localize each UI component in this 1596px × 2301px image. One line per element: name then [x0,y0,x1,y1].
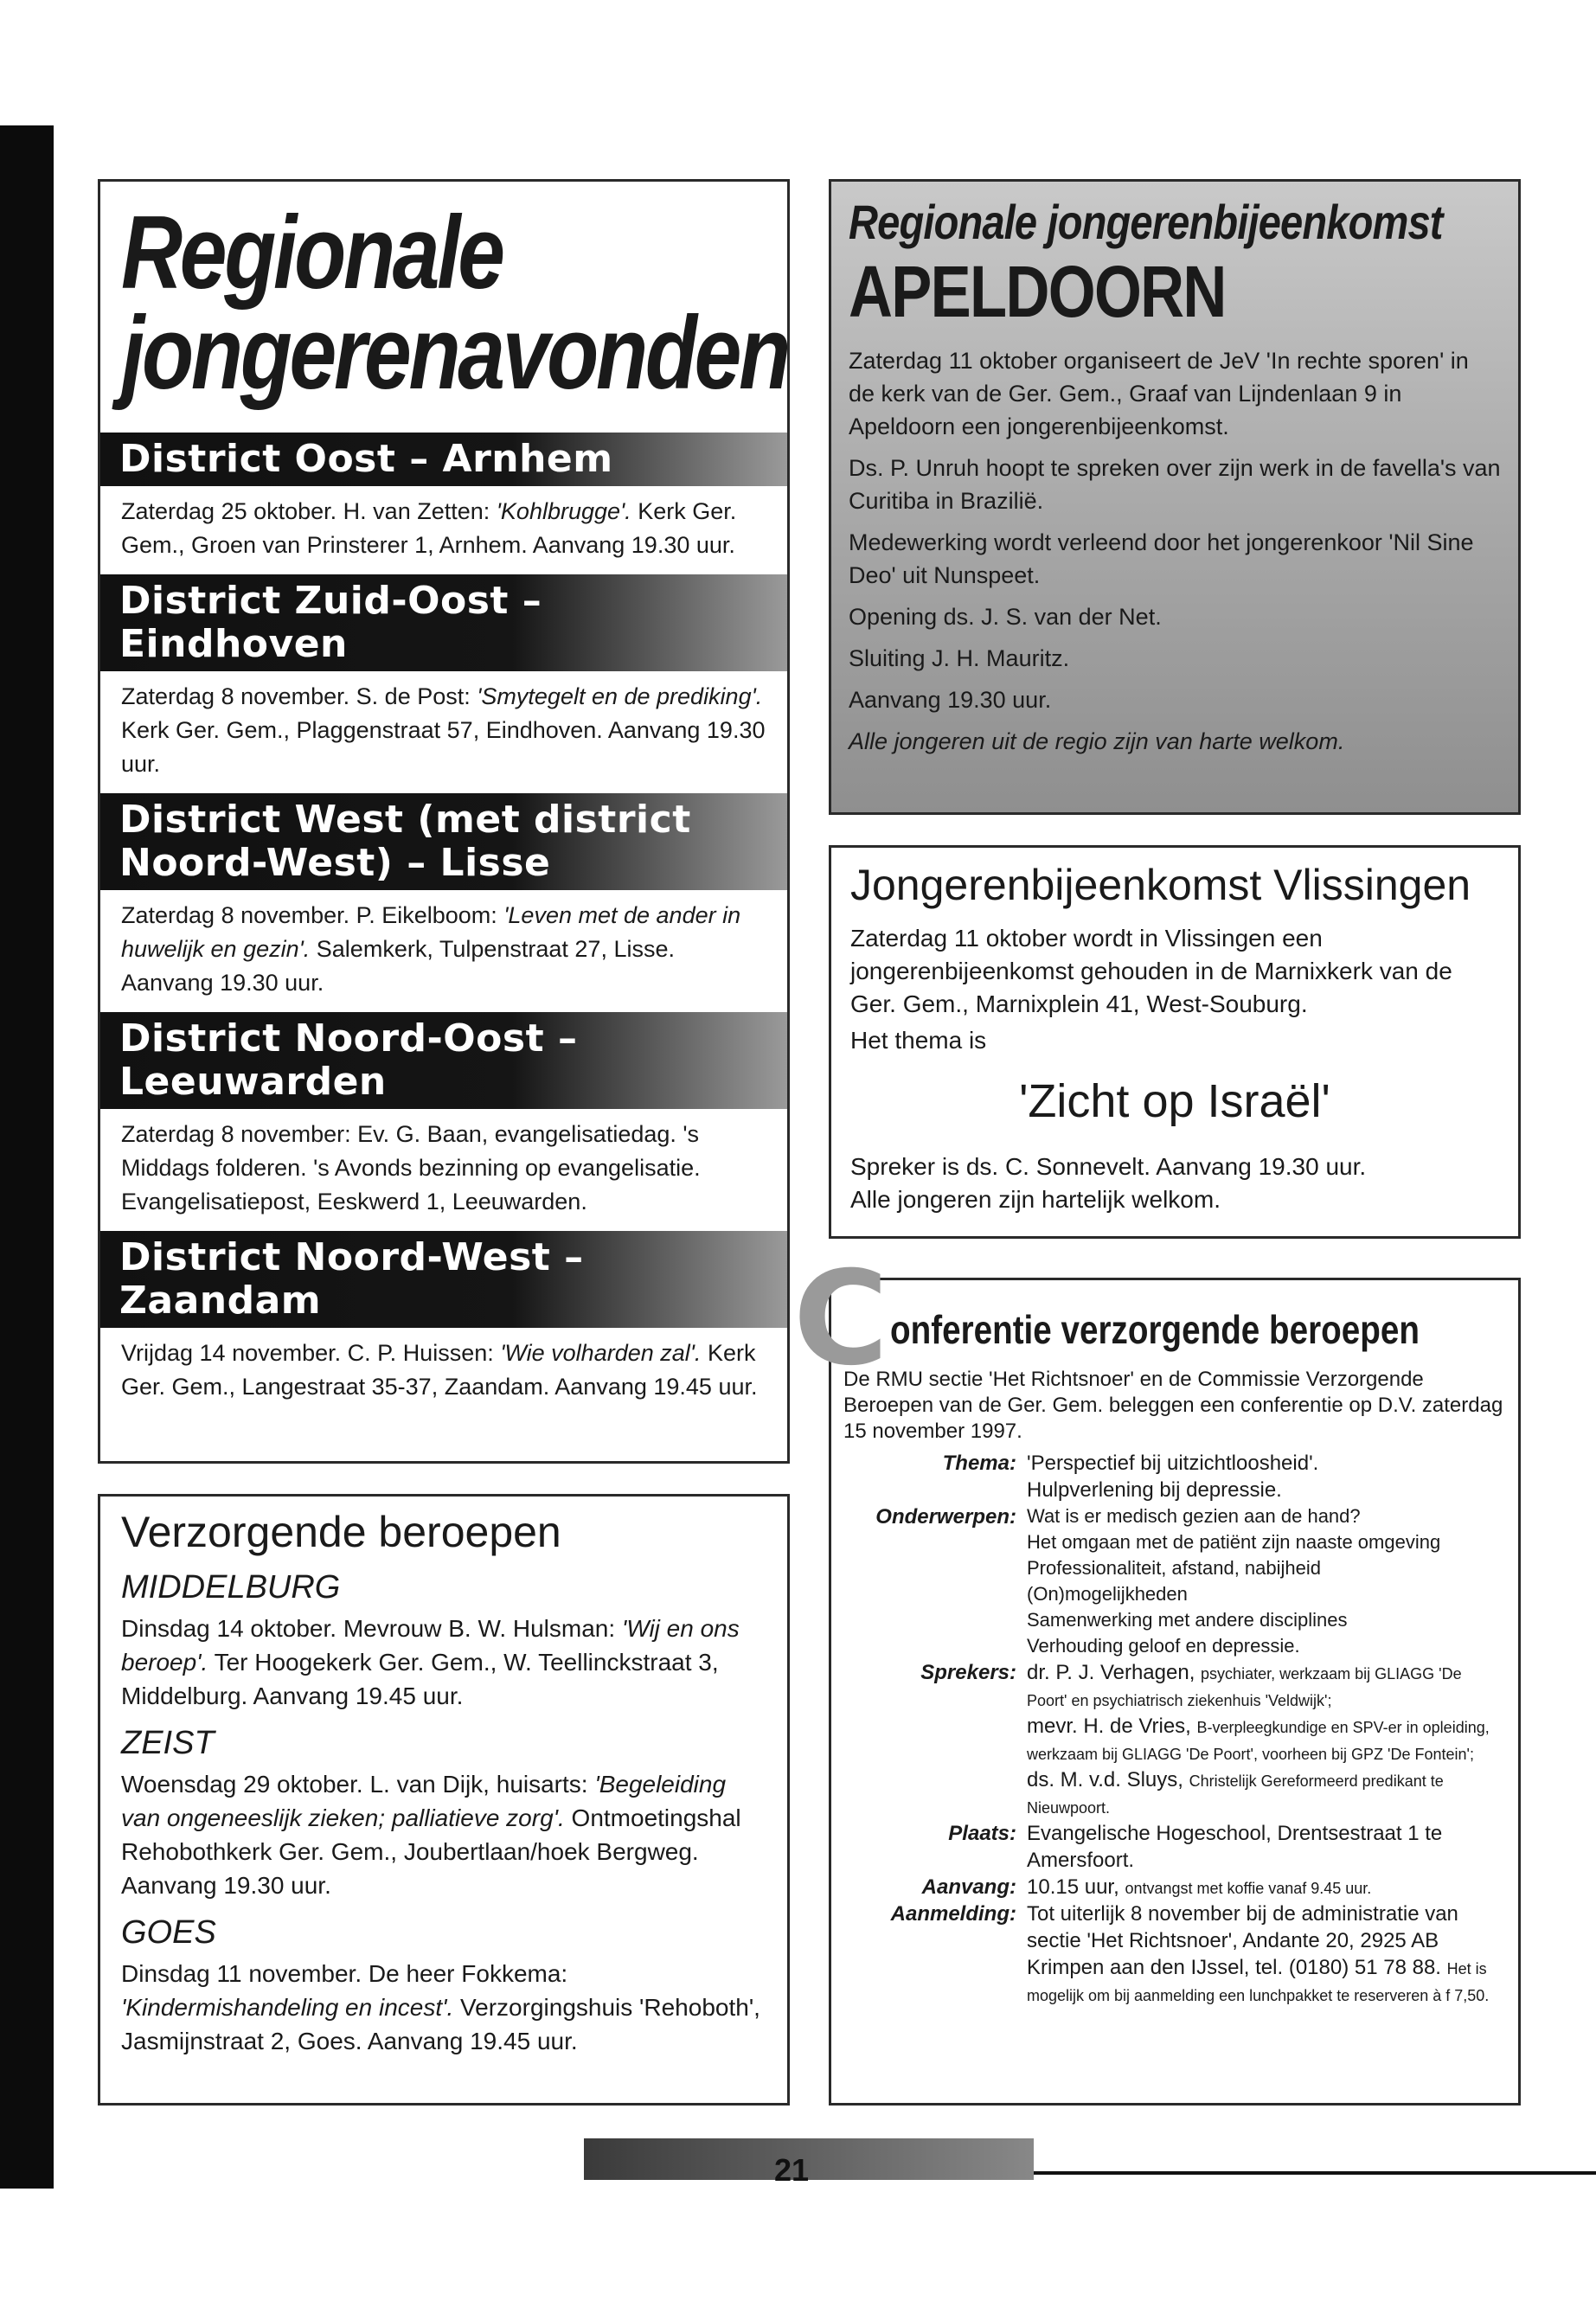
city-text: Dinsdag 11 november. De heer Fokkema: 'Kindermishandeling en incest'. Verzorgingshuis 'Rehoboth', Jasmijnstraat 2, Goes. Aanvang 19.45 uur. [121,1960,760,2054]
conferentie-intro: De RMU sectie 'Het Richtsnoer' en de Commissie Verzorgende Beroepen van de Ger. Gem. beleggen een conferentie op D.V. zaterdag 15 november 1997. [843,1368,1503,1443]
apeldoorn-aanvang: Aanvang 19.30 uur. [849,687,1052,713]
conferentie-aanmelding: Aanmelding: Tot uiterlijk 8 november bij de administratie van sectie 'Het Richtsnoer', Andante 20, 2925 AB Krimpen aan den IJssel, tel. (0180) 51 78 88. Het is mogelijk om bij aanmelding een lunchpakket te reserveren à f 7,50. [890,1902,1490,2004]
district-heading: District Noord-Oost – Leeuwarden [100,1012,787,1109]
list-item: Professionaliteit, afstand, nabijheid [1027,1557,1321,1579]
apeldoorn-paragraph: Zaterdag 11 oktober organiseert de JeV 'In rechte sporen' in de kerk van de Ger. Gem., Graaf van Lijndenlaan 9 in Apeldoorn een jongerenbijeenkomst. [849,348,1469,439]
black-spine-bar [0,125,54,2189]
conferentie-box [793,1244,1521,2106]
list-item: Wat is er medisch gezien aan de hand? [1027,1505,1361,1527]
drop-cap-initial: C [793,1244,889,1394]
district-text: Zaterdag 8 november: Ev. G. Baan, evangelisatiedag. 's Middags folderen. 's Avonds bezinning op evangelisatie. Evangelisatiepost, Eeskwerd 1, Leeuwarden. [121,1121,701,1215]
district-section [100,1012,787,1231]
conferentie-sprekers: Sprekers: dr. P. J. Verhagen, psychiater, werkzaam bij GLIAGG 'De Poort' en psychiatrisch ziekenhuis 'Veldwijk'; mevr. H. de Vries, B-verpleegkundige en SPV-er in opleiding, werkzaam bij GLIAGG 'De Poort', voorheen bij GPZ 'De Fontein'; ds. M. v.d. Sluys, Christelijk Gereformeerd predikant te Nieuwpoort. [920,1661,1490,1817]
vlissingen-theme: 'Zicht op Israël' [1019,1075,1330,1127]
vlissingen-title: Jongerenbijeenkomst Vlissingen [850,861,1471,909]
regionale-title [121,195,788,411]
vlissingen-welcome: Alle jongeren zijn hartelijk welkom. [850,1186,1221,1213]
district-text: Vrijdag 14 november. C. P. Huissen: 'Wie volharden zal'. Kerk Ger. Gem., Langestraat 35-37, Zaandam. Aanvang 19.45 uur. [121,1340,758,1400]
footer-rule [1034,2171,1596,2175]
conferentie-thema: Thema: 'Perspectief bij uitzichtloosheid'. Hulpverlening bij depressie. [942,1452,1319,1502]
list-item: Het omgaan met de patiënt zijn naaste omgeving [1027,1531,1441,1553]
page-number: 21 [774,2152,810,2188]
regionale-jongerenavonden-box [98,179,790,1464]
title-line-2: jongerenavonden [121,295,788,411]
city-text: Woensdag 29 oktober. L. van Dijk, huisarts: 'Begeleiding van ongeneeslijk zieken; palliatieve zorg'. Ontmoetingshal Rehobothkerk Ger. Gem., Joubertlaan/hoek Bergweg. Aanvang 19.30 uur. [121,1771,741,1899]
district-section [100,574,787,793]
apeldoorn-title: Regionale jongerenbijeenkomst [849,195,1443,249]
list-item: (On)mogelijkheden [1027,1583,1188,1605]
city-heading: GOES [121,1914,216,1951]
conferentie-title: onferentie verzorgende beroepen [890,1307,1420,1352]
apeldoorn-opening: Opening ds. J. S. van der Net. [849,604,1162,630]
district-text: Zaterdag 25 oktober. H. van Zetten: 'Kohlbrugge'. Kerk Ger. Gem., Groen van Prinsterer 1, Arnhem. Aanvang 19.30 uur. [121,498,737,558]
city-heading: MIDDELBURG [121,1569,341,1606]
title-line-1: Regionale [121,195,503,311]
city-heading: ZEIST [121,1725,215,1761]
district-section [100,1231,787,1416]
apeldoorn-box [829,179,1521,815]
apeldoorn-city: APELDOORN [849,251,1226,332]
list-item: Samenwerking met andere disciplines [1027,1609,1348,1631]
verzorgende-title: Verzorgende beroepen [121,1508,561,1556]
apeldoorn-sluiting: Sluiting J. H. Mauritz. [849,645,1070,671]
district-heading: District Oost – Arnhem [100,433,787,486]
conferentie-plaats: Plaats: Evangelische Hogeschool, Drentsestraat 1 te Amersfoort. [948,1822,1443,1872]
district-text: Zaterdag 8 november. P. Eikelboom: 'Leven met de ander in huwelijk en gezin'. Salemkerk, Tulpenstraat 27, Lisse. Aanvang 19.30 uur. [121,902,741,996]
city-text: Dinsdag 14 oktober. Mevrouw B. W. Hulsman: 'Wij en ons beroep'. Ter Hoogekerk Ger. Gem., W. Teellinckstraat 3, Middelburg. Aanvang 19.45 uur. [121,1615,740,1709]
district-heading: District Zuid-Oost – Eindhoven [100,574,787,671]
district-heading: District Noord-West – Zaandam [100,1231,787,1328]
conferentie-onderwerpen: Onderwerpen: Wat is er medisch gezien aan de hand? Het omgaan met de patiënt zijn naaste omgeving Professionaliteit, afstand, nabijheid (On)mogelijkheden Samenwerking met andere disciplines Verhouding geloof en depressie. [843,1503,1506,1659]
apeldoorn-welcome: Alle jongeren uit de regio zijn van harte welkom. [849,728,1345,754]
apeldoorn-paragraph: Medewerking wordt verleend door het jongerenkoor 'Nil Sine Deo' uit Nunspeet. [849,529,1474,588]
district-heading: District West (met district Noord-West) – Lisse [100,793,787,890]
district-section [100,433,787,574]
apeldoorn-paragraph: Ds. P. Unruh hoopt te spreken over zijn werk in de favella's van Curitiba in Brazilië. [849,455,1501,514]
vlissingen-speaker: Spreker is ds. C. Sonnevelt. Aanvang 19.30 uur. [850,1153,1367,1180]
verzorgende-beroepen-box [98,1494,790,2106]
list-item: Verhouding geloof en depressie. [1027,1635,1300,1657]
conferentie-aanvang: Aanvang: 10.15 uur, ontvangst met koffie vanaf 9.45 uur. [921,1875,1372,1899]
vlissingen-paragraph: Zaterdag 11 oktober wordt in Vlissingen een jongerenbijeenkomst gehouden in de Marnixkerk van de Ger. Gem., Marnixplein 41, West-Souburg. [850,925,1452,1017]
district-text: Zaterdag 8 november. S. de Post: 'Smytegelt en de prediking'. Kerk Ger. Gem., Plaggenstraat 57, Eindhoven. Aanvang 19.30 uur. [121,683,766,777]
vlissingen-theme-intro: Het thema is [850,1027,987,1054]
district-section [100,793,787,1012]
vlissingen-box [829,845,1521,1239]
